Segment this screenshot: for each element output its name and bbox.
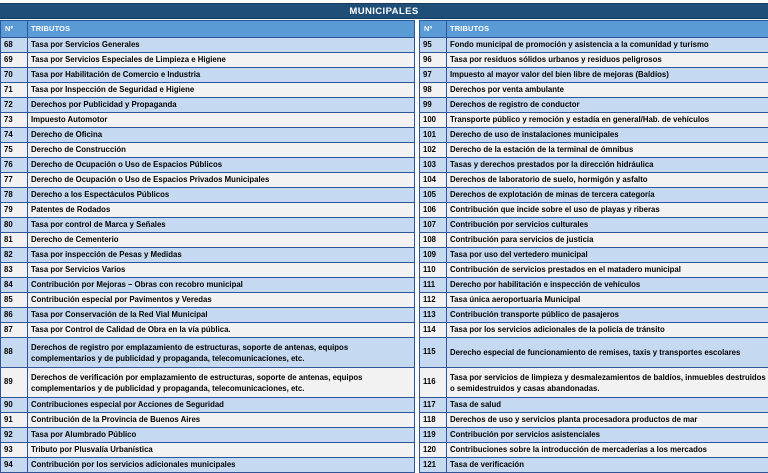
table-row[interactable]: [420, 233, 768, 248]
cell-tributo[interactable]: Tasa por control de Marca y Señales: [28, 218, 415, 233]
table-row[interactable]: [1, 83, 415, 98]
cell-numero[interactable]: 75: [1, 143, 28, 158]
table-row[interactable]: [1, 233, 415, 248]
table-row[interactable]: [1, 308, 415, 323]
cell-tributo[interactable]: Tasa por Alumbrado Público: [28, 428, 415, 443]
cell-numero[interactable]: 74: [1, 128, 28, 143]
table-header-row-left: [1, 21, 415, 38]
cell-tributo[interactable]: Contribución de la Provincia de Buenos Aires: [28, 413, 415, 428]
cell-numero[interactable]: 117: [420, 398, 447, 413]
cell-numero[interactable]: 92: [1, 428, 28, 443]
cell-numero[interactable]: 97: [420, 68, 447, 83]
table-body-left: [1, 38, 415, 473]
cell-tributo[interactable]: Contribución transporte público de pasajeros: [447, 308, 768, 323]
cell-tributo[interactable]: Tributo por Plusvalía Urbanística: [28, 443, 415, 458]
cell-tributo[interactable]: Tasa por Conservación de la Red Vial Municipal: [28, 308, 415, 323]
column-header-tributos-left: TRIBUTOS: [28, 21, 415, 38]
cell-tributo[interactable]: Tasa por Inspección de Seguridad e Higiene: [28, 83, 415, 98]
cell-numero[interactable]: 116: [420, 368, 447, 398]
table-row[interactable]: [1, 128, 415, 143]
table-row[interactable]: [1, 338, 415, 368]
table-row[interactable]: [1, 278, 415, 293]
cell-tributo[interactable]: Tasa por Servicios Varios: [28, 263, 415, 278]
cell-tributo[interactable]: Derechos por venta ambulante: [447, 83, 768, 98]
cell-numero[interactable]: 84: [1, 278, 28, 293]
cell-numero[interactable]: 111: [420, 278, 447, 293]
cell-tributo[interactable]: Tasa por Control de Calidad de Obra en la vía pública.: [28, 323, 415, 338]
cell-tributo[interactable]: Derecho especial de funcionamiento de remises, taxis y transportes escolares: [447, 338, 768, 368]
table-row[interactable]: [1, 443, 415, 458]
table-row[interactable]: [420, 173, 768, 188]
cell-numero[interactable]: 76: [1, 158, 28, 173]
table-row[interactable]: [1, 98, 415, 113]
cell-numero[interactable]: 78: [1, 188, 28, 203]
cell-numero[interactable]: 101: [420, 128, 447, 143]
cell-tributo[interactable]: Tasa por servicios de limpieza y desmalezamientos de baldíos, inmuebles destruidos o semidestruidos y casas abandonadas.: [447, 368, 768, 398]
table-body-right: [420, 38, 768, 473]
table-row[interactable]: [1, 263, 415, 278]
cell-tributo[interactable]: Tasa única aeroportuaria Municipal: [447, 293, 768, 308]
table-row[interactable]: [1, 188, 415, 203]
table-row[interactable]: [1, 323, 415, 338]
table-row[interactable]: [1, 458, 415, 473]
cell-numero[interactable]: 107: [420, 218, 447, 233]
cell-numero[interactable]: 80: [1, 218, 28, 233]
cell-tributo[interactable]: Derecho de Construcción: [28, 143, 415, 158]
cell-numero[interactable]: 96: [420, 53, 447, 68]
cell-numero[interactable]: 121: [420, 458, 447, 473]
cell-numero[interactable]: 69: [1, 53, 28, 68]
table-row[interactable]: [1, 158, 415, 173]
table-row[interactable]: [420, 158, 768, 173]
cell-tributo[interactable]: Tasa por Servicios Generales: [28, 38, 415, 53]
cell-numero[interactable]: 90: [1, 398, 28, 413]
cell-numero[interactable]: 89: [1, 368, 28, 398]
table-row[interactable]: [420, 293, 768, 308]
cell-tributo[interactable]: Impuesto Automotor: [28, 113, 415, 128]
table-row[interactable]: [1, 248, 415, 263]
table-row[interactable]: [420, 458, 768, 473]
cell-numero[interactable]: 87: [1, 323, 28, 338]
cell-numero[interactable]: 72: [1, 98, 28, 113]
table-row[interactable]: [420, 98, 768, 113]
table-row[interactable]: [420, 113, 768, 128]
tributos-table-right: [419, 20, 768, 473]
cell-numero[interactable]: 77: [1, 173, 28, 188]
table-row[interactable]: [420, 68, 768, 83]
cell-tributo[interactable]: Derecho de Oficina: [28, 128, 415, 143]
cell-tributo[interactable]: Derecho de la estación de la terminal de ómnibus: [447, 143, 768, 158]
cell-tributo[interactable]: Contribución que incide sobre el uso de playas y riberas: [447, 203, 768, 218]
cell-tributo[interactable]: Contribuciones especial por Acciones de Seguridad: [28, 398, 415, 413]
cell-tributo[interactable]: Derecho de Ocupación o Uso de Espacios Públicos: [28, 158, 415, 173]
cell-numero[interactable]: 95: [420, 38, 447, 53]
table-row[interactable]: [1, 68, 415, 83]
table-row[interactable]: [1, 173, 415, 188]
cell-numero[interactable]: 70: [1, 68, 28, 83]
table-row[interactable]: [420, 368, 768, 398]
cell-tributo[interactable]: Contribución por los servicios adicionales municipales: [28, 458, 415, 473]
table-row[interactable]: [1, 113, 415, 128]
cell-tributo[interactable]: Contribución para servicios de justicia: [447, 233, 768, 248]
cell-numero[interactable]: 115: [420, 338, 447, 368]
cell-tributo[interactable]: Derechos por Publicidad y Propaganda: [28, 98, 415, 113]
cell-numero[interactable]: 93: [1, 443, 28, 458]
table-row[interactable]: [420, 308, 768, 323]
cell-tributo[interactable]: Tasa de salud: [447, 398, 768, 413]
table-row[interactable]: [1, 413, 415, 428]
table-row[interactable]: [1, 218, 415, 233]
table-row[interactable]: [1, 368, 415, 398]
cell-tributo[interactable]: Tasa por los servicios adicionales de la policía de tránsito: [447, 323, 768, 338]
table-row[interactable]: [1, 143, 415, 158]
table-row[interactable]: [1, 53, 415, 68]
cell-tributo[interactable]: Contribución por servicios asistenciales: [447, 428, 768, 443]
table-row[interactable]: [1, 203, 415, 218]
table-title-banner: [0, 3, 768, 19]
cell-numero[interactable]: 100: [420, 113, 447, 128]
cell-numero[interactable]: 112: [420, 293, 447, 308]
cell-numero[interactable]: 68: [1, 38, 28, 53]
column-header-tributos-right: TRIBUTOS: [447, 21, 768, 38]
cell-tributo[interactable]: Tasa por Servicios Especiales de Limpieza e Higiene: [28, 53, 415, 68]
cell-numero[interactable]: 110: [420, 263, 447, 278]
table-row[interactable]: [420, 443, 768, 458]
tributos-table-left: [0, 20, 415, 473]
cell-tributo[interactable]: Impuesto al mayor valor del bien libre de mejoras (Baldíos): [447, 68, 768, 83]
table-header-row-right: [420, 21, 768, 38]
table-row[interactable]: [420, 323, 768, 338]
cell-tributo[interactable]: Derechos de registro por emplazamiento de estructuras, soporte de antenas, equipos complementarios y de publicidad y propaganda, telecomunicaciones, etc.: [28, 338, 415, 368]
cell-numero[interactable]: 79: [1, 203, 28, 218]
table-row[interactable]: [420, 248, 768, 263]
table-row[interactable]: [420, 278, 768, 293]
table-row[interactable]: [420, 398, 768, 413]
cell-tributo[interactable]: Contribución de servicios prestados en el matadero municipal: [447, 263, 768, 278]
table-row[interactable]: [420, 203, 768, 218]
table-row[interactable]: [420, 218, 768, 233]
cell-tributo[interactable]: Patentes de Rodados: [28, 203, 415, 218]
cell-numero[interactable]: 104: [420, 173, 447, 188]
cell-numero[interactable]: 81: [1, 233, 28, 248]
cell-numero[interactable]: 102: [420, 143, 447, 158]
cell-numero[interactable]: 108: [420, 233, 447, 248]
cell-numero[interactable]: 71: [1, 83, 28, 98]
cell-tributo[interactable]: Derecho por habilitación e inspección de vehículos: [447, 278, 768, 293]
cell-tributo[interactable]: Derechos de explotación de minas de tercera categoría: [447, 188, 768, 203]
cell-numero[interactable]: 120: [420, 443, 447, 458]
cell-numero[interactable]: 119: [420, 428, 447, 443]
cell-tributo[interactable]: Contribución por servicios culturales: [447, 218, 768, 233]
cell-tributo[interactable]: Derechos de verificación por emplazamiento de estructuras, soporte de antenas, equipos complementarios y de publicidad y propaganda, telecomunicaciones, etc.: [28, 368, 415, 398]
cell-numero[interactable]: 85: [1, 293, 28, 308]
table-row[interactable]: [420, 263, 768, 278]
table-row[interactable]: [420, 188, 768, 203]
cell-numero[interactable]: 106: [420, 203, 447, 218]
cell-tributo[interactable]: Tasa de verificación: [447, 458, 768, 473]
cell-numero[interactable]: 73: [1, 113, 28, 128]
tables-container: [0, 20, 768, 473]
cell-tributo[interactable]: Tasa por Habilitación de Comercio e Industria: [28, 68, 415, 83]
cell-numero[interactable]: 98: [420, 83, 447, 98]
cell-numero[interactable]: 105: [420, 188, 447, 203]
cell-tributo[interactable]: Derechos de uso y servicios planta procesadora productos de mar: [447, 413, 768, 428]
table-row[interactable]: [420, 413, 768, 428]
table-row[interactable]: [1, 293, 415, 308]
cell-tributo[interactable]: Derecho de uso de instalaciones municipales: [447, 128, 768, 143]
table-row[interactable]: [420, 128, 768, 143]
table-row[interactable]: [420, 83, 768, 98]
cell-tributo[interactable]: Contribución por Mejoras – Obras con recobro municipal: [28, 278, 415, 293]
table-row[interactable]: [1, 428, 415, 443]
cell-numero[interactable]: 118: [420, 413, 447, 428]
table-row[interactable]: [420, 53, 768, 68]
table-row[interactable]: [1, 38, 415, 53]
cell-tributo[interactable]: Tasa por inspección de Pesas y Medidas: [28, 248, 415, 263]
cell-tributo[interactable]: Tasa por uso del vertedero municipal: [447, 248, 768, 263]
table-row[interactable]: [420, 338, 768, 368]
cell-tributo[interactable]: Derecho de Ocupación o Uso de Espacios Privados Municipales: [28, 173, 415, 188]
cell-numero[interactable]: 94: [1, 458, 28, 473]
cell-tributo[interactable]: Contribuciones sobre la introducción de mercaderías a los mercados: [447, 443, 768, 458]
column-header-numero-left: Nº: [1, 21, 28, 38]
cell-tributo[interactable]: Contribución especial por Pavimentos y Veredas: [28, 293, 415, 308]
cell-tributo[interactable]: Tasas y derechos prestados por la dirección hidráulica: [447, 158, 768, 173]
table-row[interactable]: [420, 38, 768, 53]
table-row[interactable]: [1, 398, 415, 413]
column-header-numero-right: Nº: [420, 21, 447, 38]
cell-tributo[interactable]: Derecho de Cementerio: [28, 233, 415, 248]
cell-numero[interactable]: 82: [1, 248, 28, 263]
cell-numero[interactable]: 99: [420, 98, 447, 113]
cell-numero[interactable]: 114: [420, 323, 447, 338]
cell-numero[interactable]: 113: [420, 308, 447, 323]
cell-numero[interactable]: 83: [1, 263, 28, 278]
cell-numero[interactable]: 109: [420, 248, 447, 263]
cell-tributo[interactable]: Derecho a los Espectáculos Públicos: [28, 188, 415, 203]
cell-numero[interactable]: 88: [1, 338, 28, 368]
cell-tributo[interactable]: Tasa por residuos sólidos urbanos y residuos peligrosos: [447, 53, 768, 68]
cell-numero[interactable]: 91: [1, 413, 28, 428]
cell-tributo[interactable]: Fondo municipal de promoción y asistencia a la comunidad y turismo: [447, 38, 768, 53]
cell-tributo[interactable]: Transporte público y remoción y estadía en general/Hab. de vehículos: [447, 113, 768, 128]
cell-numero[interactable]: 103: [420, 158, 447, 173]
table-row[interactable]: [420, 143, 768, 158]
cell-tributo[interactable]: Derechos de registro de conductor: [447, 98, 768, 113]
cell-numero[interactable]: 86: [1, 308, 28, 323]
table-title-text: MUNICIPALES: [349, 6, 418, 17]
table-row[interactable]: [420, 428, 768, 443]
cell-tributo[interactable]: Derechos de laboratorio de suelo, hormigón y asfalto: [447, 173, 768, 188]
